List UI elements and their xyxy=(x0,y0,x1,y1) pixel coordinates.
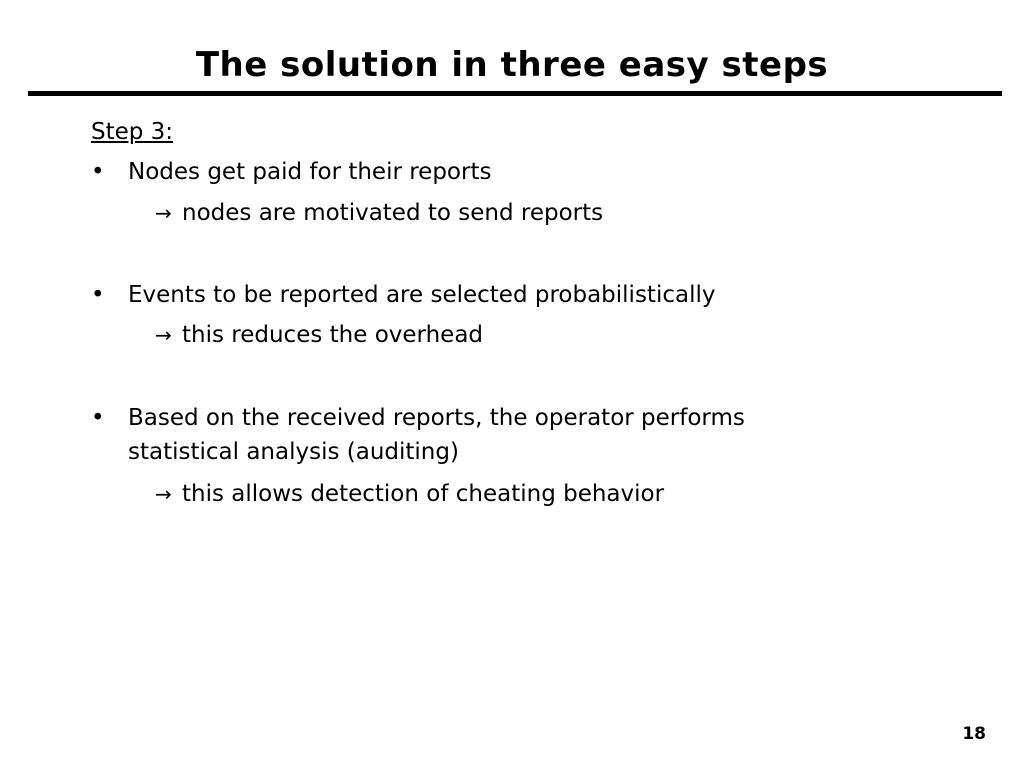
step-label: Step 3: xyxy=(91,119,174,145)
bullet-text: Nodes get paid for their reports xyxy=(128,159,492,185)
page-number: 18 xyxy=(962,724,986,744)
title-underline-rule xyxy=(28,91,1002,96)
bullet-dot-icon: • xyxy=(91,159,105,185)
bullet-dot-icon: • xyxy=(91,282,105,308)
bullet-text-line: statistical analysis (auditing) xyxy=(128,439,459,465)
bullet-dot-icon: • xyxy=(91,405,105,431)
slide-title: The solution in three easy steps xyxy=(195,45,829,85)
bullet-text-line: Based on the received reports, the operator performs xyxy=(128,405,745,431)
right-arrow-icon: → xyxy=(155,323,172,347)
subpoint-text: this reduces the overhead xyxy=(182,322,484,348)
subpoint-text: this allows detection of cheating behavior xyxy=(182,481,665,507)
right-arrow-icon: → xyxy=(155,201,172,225)
right-arrow-icon: → xyxy=(155,482,172,506)
subpoint-text: nodes are motivated to send reports xyxy=(182,200,604,226)
bullet-text: Events to be reported are selected probabilistically xyxy=(128,282,716,308)
